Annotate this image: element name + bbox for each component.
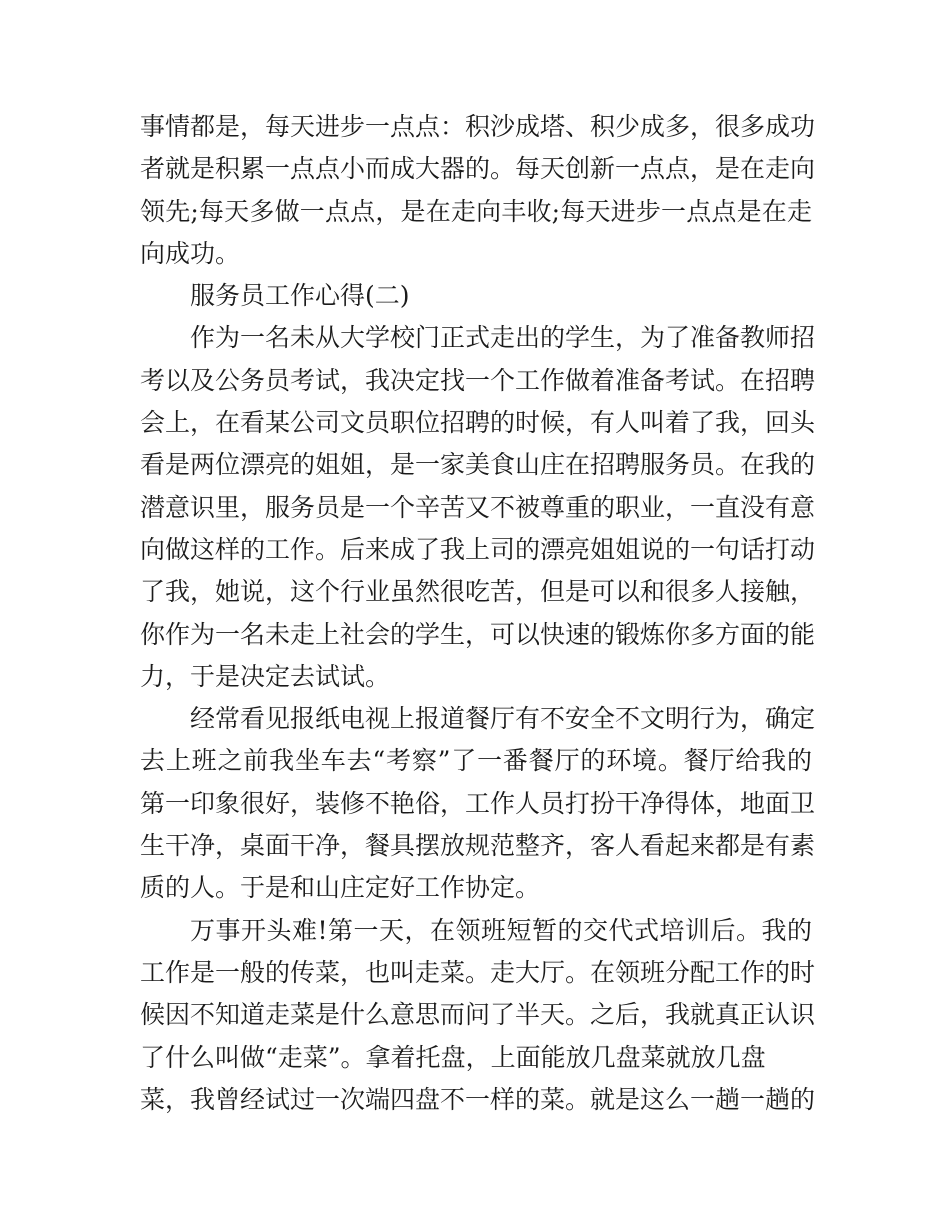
text-line: 菜，我曾经试过一次端四盘不一样的菜。就是这么一趟一趟的 xyxy=(140,1084,816,1114)
section-heading: 服务员工作心得(二) xyxy=(190,281,410,311)
text-line: 生干净，桌面干净，餐具摆放规范整齐，客人看起来都是有素 xyxy=(140,831,816,861)
text-line: 你作为一名未走上社会的学生，可以快速的锻炼你多方面的能 xyxy=(140,619,816,649)
text-line: 去上班之前我坐车去“考察”了一番餐厅的环境。餐厅给我的 xyxy=(140,746,812,776)
text-line: 力，于是决定去试试。 xyxy=(140,661,391,691)
text-line: 工作是一般的传菜，也叫走菜。走大厅。在领班分配工作的时 xyxy=(140,957,816,987)
text-line: 候因不知道走菜是什么意思而问了半天。之后，我就真正认识 xyxy=(140,1000,816,1030)
text-line: 领先;每天多做一点点，是在走向丰收;每天进步一点点是在走 xyxy=(140,196,812,226)
body-text xyxy=(140,106,816,1121)
text-line: 潜意识里，服务员是一个辛苦又不被尊重的职业，一直没有意 xyxy=(140,492,816,522)
text-line: 考以及公务员考试，我决定找一个工作做着准备考试。在招聘 xyxy=(140,365,816,395)
text-line: 万事开头难!第一天，在领班短暂的交代式培训后。我的 xyxy=(190,915,812,945)
text-line: 事情都是，每天进步一点点：积沙成塔、积少成多，很多成功 xyxy=(140,112,816,141)
text-line: 了什么叫做“走菜”。拿着托盘，上面能放几盘菜就放几盘 xyxy=(140,1042,766,1072)
text-line: 会上，在看某公司文员职位招聘的时候，有人叫着了我，回头 xyxy=(140,408,816,438)
text-line: 者就是积累一点点小而成大器的。每天创新一点点，是在走向 xyxy=(140,154,816,184)
text-line: 质的人。于是和山庄定好工作协定。 xyxy=(140,873,541,903)
text-line: 经常看见报纸电视上报道餐厅有不安全不文明行为，确定 xyxy=(190,704,816,734)
text-line: 向成功。 xyxy=(140,238,241,268)
text-line: 向做这样的工作。后来成了我上司的漂亮姐姐说的一句话打动 xyxy=(140,534,816,564)
text-line: 第一印象很好，装修不艳俗，工作人员打扮干净得体，地面卫 xyxy=(140,788,816,818)
text-line: 作为一名未从大学校门正式走出的学生，为了准备教师招 xyxy=(190,323,816,353)
text-line: 了我，她说，这个行业虽然很吃苦，但是可以和很多人接触， xyxy=(140,577,816,607)
text-line: 看是两位漂亮的姐姐，是一家美食山庄在招聘服务员。在我的 xyxy=(140,450,816,480)
